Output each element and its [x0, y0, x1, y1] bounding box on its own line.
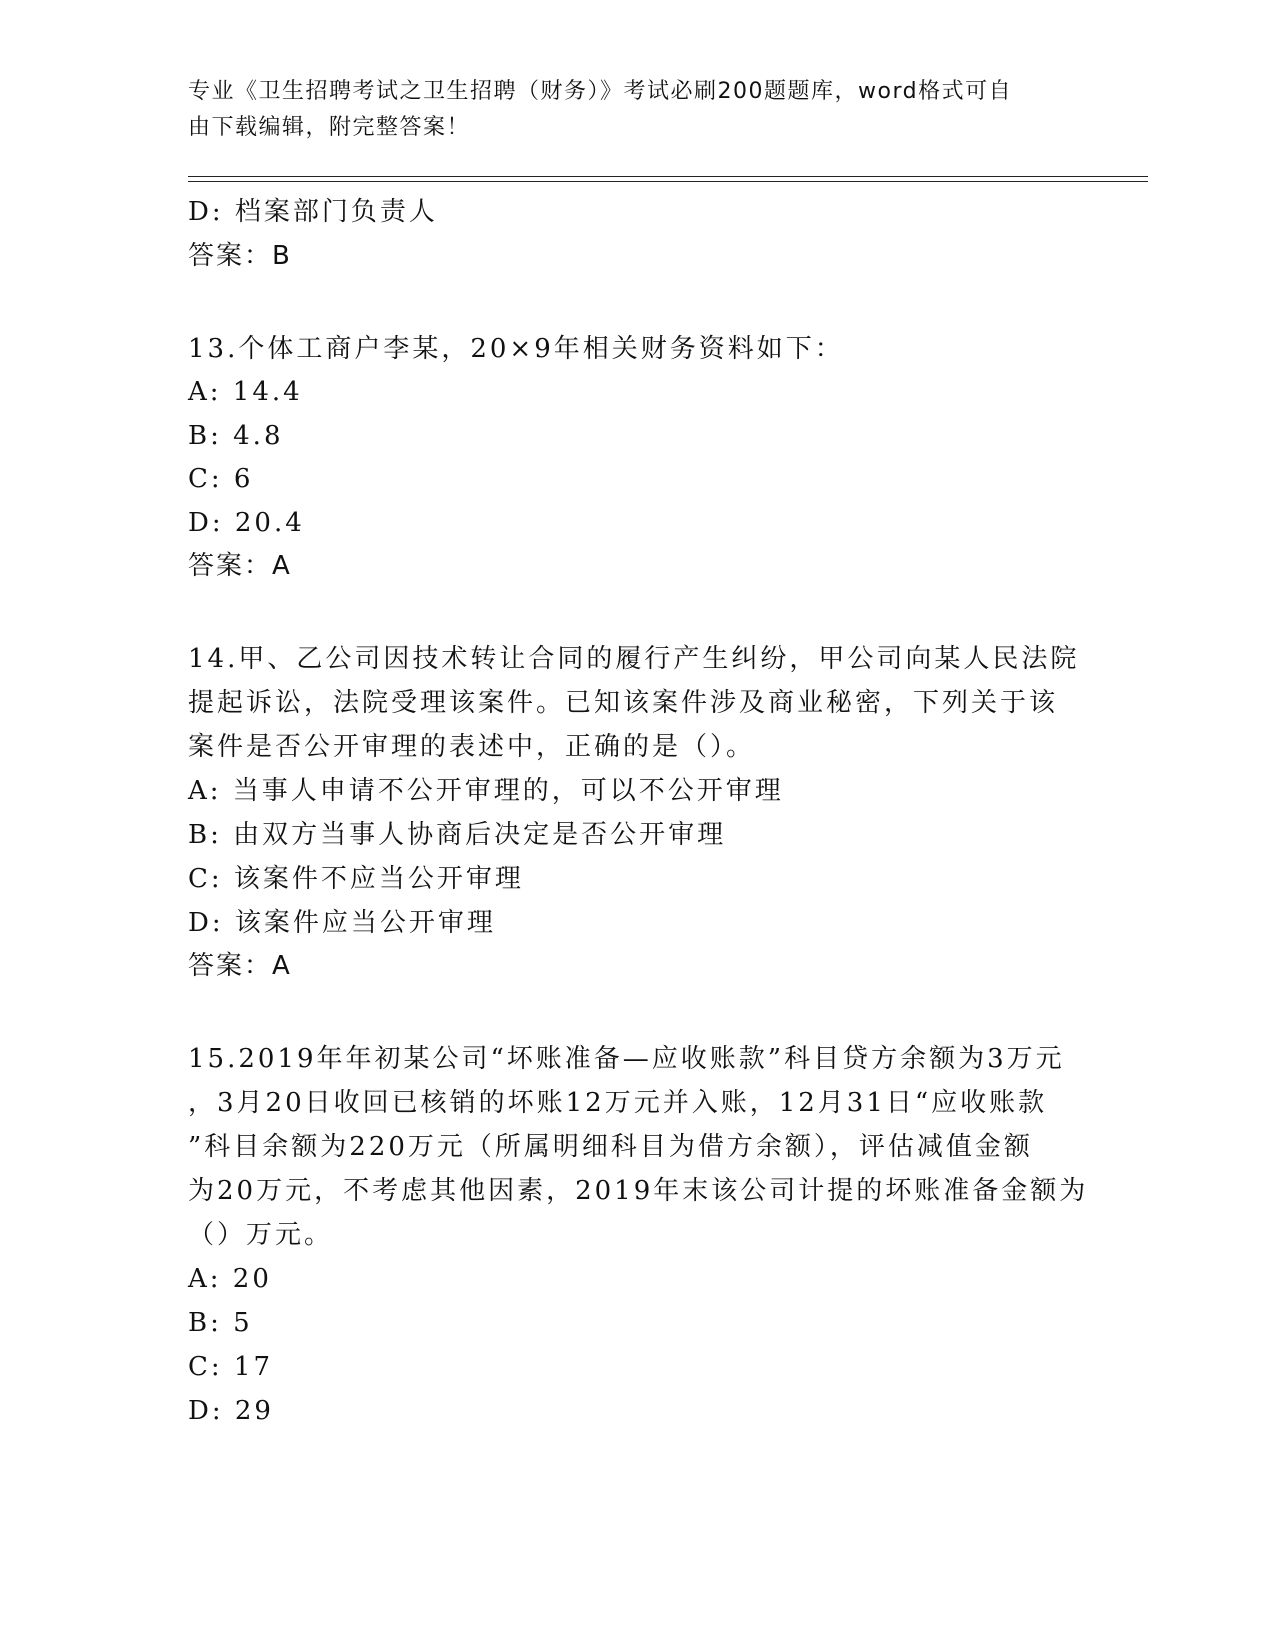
document-header	[188, 74, 1068, 146]
q15-stem-line-5: （）万元。	[188, 1220, 334, 1250]
header-divider-top	[188, 176, 1148, 177]
q13-option-b: B: 4.8	[188, 421, 284, 451]
q15-option-a: A: 20	[188, 1264, 272, 1294]
q13-answer: 答案：A	[188, 551, 292, 581]
q15-option-b: B: 5	[188, 1308, 253, 1338]
q12-answer: 答案：B	[188, 241, 292, 271]
q13-stem: 13.个体工商户李某，20×9年相关财务资料如下：	[188, 334, 844, 364]
q13-option-a: A: 14.4	[188, 377, 303, 407]
q14-stem-line-1: 14.甲、乙公司因技术转让合同的履行产生纠纷，甲公司向某人民法院	[188, 644, 1080, 674]
q13-option-d: D: 20.4	[188, 508, 305, 538]
header-divider-bottom	[188, 181, 1148, 182]
q14-stem-line-2: 提起诉讼，法院受理该案件。已知该案件涉及商业秘密，下列关于该	[188, 688, 1059, 718]
q15-stem-line-3: ”科目余额为220万元（所属明细科目为借方余额），评估减值金额	[188, 1132, 1033, 1162]
q14-stem-line-3: 案件是否公开审理的表述中，正确的是（）。	[188, 732, 756, 762]
q15-stem-line-1: 15.2019年年初某公司“坏账准备—应收账款”科目贷方余额为3万元	[188, 1044, 1065, 1074]
header-line-1: 专业《卫生招聘考试之卫生招聘（财务）》考试必刷200题题库，word格式可自	[188, 79, 1013, 104]
q15-option-d: D: 29	[188, 1396, 274, 1426]
q14-option-d: D: 该案件应当公开审理	[188, 908, 496, 938]
q14-answer: 答案：A	[188, 951, 292, 981]
q13-option-c: C: 6	[188, 464, 254, 494]
q15-option-c: C: 17	[188, 1352, 274, 1382]
q12-option-d: D: 档案部门负责人	[188, 197, 438, 227]
q15-stem-line-2: ，3月20日收回已核销的坏账12万元并入账，12月31日“应收账款	[188, 1088, 1048, 1118]
q14-option-c: C: 该案件不应当公开审理	[188, 864, 524, 894]
q14-option-a: A: 当事人申请不公开审理的，可以不公开审理	[188, 776, 784, 806]
q15-stem-line-4: 为20万元，不考虑其他因素，2019年末该公司计提的坏账准备金额为	[188, 1176, 1089, 1206]
header-line-2: 由下载编辑，附完整答案！	[188, 115, 471, 140]
q14-option-b: B: 由双方当事人协商后决定是否公开审理	[188, 820, 727, 850]
